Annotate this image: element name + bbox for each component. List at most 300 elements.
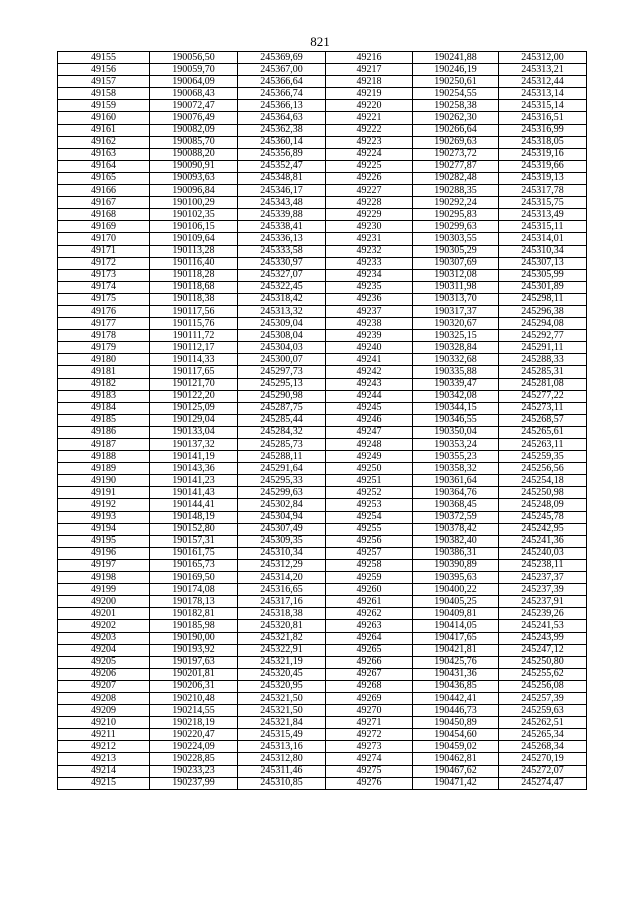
- table-cell: 245310,85: [238, 777, 326, 789]
- table-cell: 49206: [58, 668, 150, 680]
- table-cell: 245285,31: [499, 366, 587, 378]
- table-cell: 49156: [58, 64, 150, 76]
- table-cell: 190442,41: [413, 692, 499, 704]
- table-cell: 190118,28: [150, 269, 238, 281]
- table-cell: 245237,37: [499, 572, 587, 584]
- table-cell: 190118,68: [150, 281, 238, 293]
- table-cell: 190346,55: [413, 414, 499, 426]
- table-cell: 245315,75: [499, 197, 587, 209]
- table-cell: 190193,92: [150, 644, 238, 656]
- table-row: [58, 52, 587, 64]
- table-cell: 245237,91: [499, 596, 587, 608]
- table-cell: 190288,35: [413, 185, 499, 197]
- table-cell: 49193: [58, 511, 150, 523]
- table-cell: 190382,40: [413, 535, 499, 547]
- table-cell: 245320,81: [238, 620, 326, 632]
- table-cell: 49217: [326, 64, 413, 76]
- table-cell: 49160: [58, 112, 150, 124]
- table-cell: 49203: [58, 632, 150, 644]
- table-cell: 49161: [58, 124, 150, 136]
- table-cell: 190182,81: [150, 608, 238, 620]
- table-cell: 245327,07: [238, 269, 326, 281]
- table-row: [58, 632, 587, 644]
- table-cell: 245317,16: [238, 596, 326, 608]
- table-cell: 49270: [326, 705, 413, 717]
- table-cell: 190361,64: [413, 475, 499, 487]
- table-cell: 245285,44: [238, 414, 326, 426]
- table-cell: 190390,89: [413, 559, 499, 571]
- table-cell: 245318,38: [238, 608, 326, 620]
- table-cell: 190462,81: [413, 753, 499, 765]
- table-cell: 190307,69: [413, 257, 499, 269]
- table-cell: 245301,89: [499, 281, 587, 293]
- table-cell: 245315,11: [499, 221, 587, 233]
- table-cell: 245259,35: [499, 451, 587, 463]
- table-cell: 49163: [58, 148, 150, 160]
- table-cell: 49248: [326, 439, 413, 451]
- table-cell: 190241,88: [413, 52, 499, 64]
- table-row: [58, 209, 587, 221]
- table-cell: 245254,18: [499, 475, 587, 487]
- table-cell: 190342,08: [413, 390, 499, 402]
- table-cell: 49224: [326, 148, 413, 160]
- table-cell: 49228: [326, 197, 413, 209]
- table-cell: 245312,00: [499, 52, 587, 64]
- table-cell: 49235: [326, 281, 413, 293]
- table-cell: 49271: [326, 717, 413, 729]
- table-cell: 190332,68: [413, 354, 499, 366]
- table-cell: 49211: [58, 729, 150, 741]
- table-cell: 49187: [58, 439, 150, 451]
- table-cell: 190250,61: [413, 76, 499, 88]
- table-cell: 190277,87: [413, 160, 499, 172]
- table-cell: 49273: [326, 741, 413, 753]
- table-cell: 49243: [326, 378, 413, 390]
- table-cell: 245270,19: [499, 753, 587, 765]
- table-cell: 190114,33: [150, 354, 238, 366]
- table-row: [58, 185, 587, 197]
- table-cell: 245319,16: [499, 148, 587, 160]
- table-cell: 245313,16: [238, 741, 326, 753]
- table-row: [58, 136, 587, 148]
- table-cell: 190102,35: [150, 209, 238, 221]
- table-cell: 49276: [326, 777, 413, 789]
- table-cell: 245247,12: [499, 644, 587, 656]
- table-cell: 245346,17: [238, 185, 326, 197]
- table-cell: 49221: [326, 112, 413, 124]
- table-cell: 49253: [326, 499, 413, 511]
- table-cell: 245360,14: [238, 136, 326, 148]
- table-cell: 190112,17: [150, 342, 238, 354]
- table-cell: 190454,60: [413, 729, 499, 741]
- table-cell: 190292,24: [413, 197, 499, 209]
- table-cell: 49242: [326, 366, 413, 378]
- table-cell: 190129,04: [150, 414, 238, 426]
- table-cell: 245322,91: [238, 644, 326, 656]
- table-cell: 245321,82: [238, 632, 326, 644]
- table-cell: 49229: [326, 209, 413, 221]
- coordinates-table: [57, 51, 587, 790]
- table-row: [58, 596, 587, 608]
- table-cell: 49241: [326, 354, 413, 366]
- table-row: [58, 197, 587, 209]
- table-cell: 245307,49: [238, 523, 326, 535]
- table-cell: 245296,38: [499, 305, 587, 317]
- table-cell: 245285,73: [238, 439, 326, 451]
- table-row: [58, 390, 587, 402]
- table-cell: 245256,56: [499, 463, 587, 475]
- table-cell: 245291,64: [238, 463, 326, 475]
- table-cell: 190111,72: [150, 330, 238, 342]
- table-cell: 49210: [58, 717, 150, 729]
- table-row: [58, 257, 587, 269]
- table-cell: 49167: [58, 197, 150, 209]
- table-cell: 49233: [326, 257, 413, 269]
- table-cell: 245318,05: [499, 136, 587, 148]
- table-cell: 49179: [58, 342, 150, 354]
- table-cell: 245288,33: [499, 354, 587, 366]
- table-cell: 245333,58: [238, 245, 326, 257]
- table-row: [58, 584, 587, 596]
- table-cell: 190358,32: [413, 463, 499, 475]
- table-cell: 190262,30: [413, 112, 499, 124]
- table-row: [58, 475, 587, 487]
- table-cell: 190436,85: [413, 680, 499, 692]
- table-cell: 49186: [58, 426, 150, 438]
- table-cell: 190378,42: [413, 523, 499, 535]
- table-cell: 245294,08: [499, 318, 587, 330]
- coordinates-table-body: [58, 52, 587, 790]
- table-cell: 49168: [58, 209, 150, 221]
- table-cell: 49275: [326, 765, 413, 777]
- table-row: [58, 717, 587, 729]
- table-cell: 49175: [58, 293, 150, 305]
- table-cell: 190148,19: [150, 511, 238, 523]
- table-cell: 245364,63: [238, 112, 326, 124]
- table-cell: 245313,49: [499, 209, 587, 221]
- table-cell: 190210,48: [150, 692, 238, 704]
- table-cell: 245241,53: [499, 620, 587, 632]
- table-cell: 245237,39: [499, 584, 587, 596]
- table-cell: 190068,43: [150, 88, 238, 100]
- table-cell: 245262,51: [499, 717, 587, 729]
- table-cell: 49182: [58, 378, 150, 390]
- table-cell: 190339,47: [413, 378, 499, 390]
- table-cell: 190082,09: [150, 124, 238, 136]
- table-cell: 49274: [326, 753, 413, 765]
- table-cell: 245255,62: [499, 668, 587, 680]
- table-cell: 245288,11: [238, 451, 326, 463]
- table-cell: 49216: [326, 52, 413, 64]
- table-row: [58, 76, 587, 88]
- table-row: [58, 547, 587, 559]
- table-cell: 49176: [58, 305, 150, 317]
- table-cell: 245366,64: [238, 76, 326, 88]
- table-cell: 190206,31: [150, 680, 238, 692]
- table-cell: 190355,23: [413, 451, 499, 463]
- table-cell: 49264: [326, 632, 413, 644]
- table-cell: 190122,20: [150, 390, 238, 402]
- table-cell: 49246: [326, 414, 413, 426]
- table-cell: 190317,37: [413, 305, 499, 317]
- table-cell: 245313,32: [238, 305, 326, 317]
- table-cell: 190056,50: [150, 52, 238, 64]
- table-cell: 190312,08: [413, 269, 499, 281]
- table-cell: 190311,98: [413, 281, 499, 293]
- table-cell: 190353,24: [413, 439, 499, 451]
- table-cell: 245268,34: [499, 741, 587, 753]
- table-cell: 190178,13: [150, 596, 238, 608]
- table-cell: 190282,48: [413, 172, 499, 184]
- table-cell: 245317,78: [499, 185, 587, 197]
- table-cell: 245299,63: [238, 487, 326, 499]
- table-cell: 49183: [58, 390, 150, 402]
- table-cell: 190233,23: [150, 765, 238, 777]
- table-cell: 245310,34: [499, 245, 587, 257]
- table-cell: 190121,70: [150, 378, 238, 390]
- table-cell: 190201,81: [150, 668, 238, 680]
- table-cell: 49223: [326, 136, 413, 148]
- table-cell: 49230: [326, 221, 413, 233]
- table-cell: 190185,98: [150, 620, 238, 632]
- table-cell: 190133,04: [150, 426, 238, 438]
- table-cell: 245313,14: [499, 88, 587, 100]
- table-cell: 190350,04: [413, 426, 499, 438]
- table-row: [58, 705, 587, 717]
- table-cell: 190258,38: [413, 100, 499, 112]
- table-cell: 190450,89: [413, 717, 499, 729]
- table-cell: 49226: [326, 172, 413, 184]
- table-cell: 190157,31: [150, 535, 238, 547]
- table-cell: 49261: [326, 596, 413, 608]
- table-cell: 245336,13: [238, 233, 326, 245]
- table-row: [58, 305, 587, 317]
- table-cell: 49256: [326, 535, 413, 547]
- table-row: [58, 172, 587, 184]
- table-cell: 190224,09: [150, 741, 238, 753]
- table-cell: 190320,67: [413, 318, 499, 330]
- table-cell: 245366,74: [238, 88, 326, 100]
- table-cell: 49250: [326, 463, 413, 475]
- table-cell: 245339,88: [238, 209, 326, 221]
- table-cell: 190161,75: [150, 547, 238, 559]
- table-cell: 49215: [58, 777, 150, 789]
- table-cell: 190190,00: [150, 632, 238, 644]
- table-cell: 49195: [58, 535, 150, 547]
- table-cell: 190446,73: [413, 705, 499, 717]
- table-cell: 49185: [58, 414, 150, 426]
- table-cell: 190400,22: [413, 584, 499, 596]
- table-cell: 49171: [58, 245, 150, 257]
- table-row: [58, 439, 587, 451]
- table-cell: 49194: [58, 523, 150, 535]
- table-cell: 245259,63: [499, 705, 587, 717]
- table-cell: 245314,01: [499, 233, 587, 245]
- table-cell: 190059,70: [150, 64, 238, 76]
- table-row: [58, 378, 587, 390]
- table-cell: 190325,15: [413, 330, 499, 342]
- table-cell: 49266: [326, 656, 413, 668]
- table-cell: 245268,57: [499, 414, 587, 426]
- table-cell: 245319,66: [499, 160, 587, 172]
- table-cell: 49222: [326, 124, 413, 136]
- table-row: [58, 64, 587, 76]
- table-cell: 49212: [58, 741, 150, 753]
- table-cell: 190174,08: [150, 584, 238, 596]
- table-cell: 190143,36: [150, 463, 238, 475]
- table-cell: 245309,35: [238, 535, 326, 547]
- table-row: [58, 765, 587, 777]
- table-cell: 245281,08: [499, 378, 587, 390]
- table-row: [58, 572, 587, 584]
- table-cell: 245257,39: [499, 692, 587, 704]
- table-cell: 190414,05: [413, 620, 499, 632]
- table-cell: 49205: [58, 656, 150, 668]
- table-row: [58, 523, 587, 535]
- table-cell: 245241,36: [499, 535, 587, 547]
- table-cell: 49257: [326, 547, 413, 559]
- table-cell: 49158: [58, 88, 150, 100]
- table-cell: 245311,46: [238, 765, 326, 777]
- table-cell: 245297,73: [238, 366, 326, 378]
- table-cell: 49170: [58, 233, 150, 245]
- table-cell: 190165,73: [150, 559, 238, 571]
- table-cell: 190395,63: [413, 572, 499, 584]
- table-row: [58, 233, 587, 245]
- table-row: [58, 148, 587, 160]
- table-cell: 245319,13: [499, 172, 587, 184]
- table-cell: 49231: [326, 233, 413, 245]
- table-cell: 190125,09: [150, 402, 238, 414]
- table-cell: 245256,08: [499, 680, 587, 692]
- table-cell: 190218,19: [150, 717, 238, 729]
- table-cell: 49190: [58, 475, 150, 487]
- table-cell: 49157: [58, 76, 150, 88]
- table-cell: 49196: [58, 547, 150, 559]
- table-cell: 49181: [58, 366, 150, 378]
- table-cell: 190409,81: [413, 608, 499, 620]
- table-cell: 190246,19: [413, 64, 499, 76]
- table-cell: 190214,55: [150, 705, 238, 717]
- table-cell: 49189: [58, 463, 150, 475]
- table-cell: 245343,48: [238, 197, 326, 209]
- table-cell: 49262: [326, 608, 413, 620]
- table-cell: 190313,70: [413, 293, 499, 305]
- table-cell: 245265,34: [499, 729, 587, 741]
- table-cell: 49197: [58, 559, 150, 571]
- table-cell: 245273,11: [499, 402, 587, 414]
- table-cell: 245362,38: [238, 124, 326, 136]
- table-cell: 49255: [326, 523, 413, 535]
- table-cell: 245248,09: [499, 499, 587, 511]
- table-cell: 49232: [326, 245, 413, 257]
- table-cell: 49220: [326, 100, 413, 112]
- table-row: [58, 100, 587, 112]
- table-row: [58, 608, 587, 620]
- table-cell: 245287,75: [238, 402, 326, 414]
- table-row: [58, 777, 587, 789]
- table-cell: 190090,91: [150, 160, 238, 172]
- table-cell: 190471,42: [413, 777, 499, 789]
- table-cell: 49191: [58, 487, 150, 499]
- table-row: [58, 668, 587, 680]
- table-row: [58, 729, 587, 741]
- table-row: [58, 354, 587, 366]
- table-cell: 190273,72: [413, 148, 499, 160]
- table-cell: 190085,70: [150, 136, 238, 148]
- table-cell: 49177: [58, 318, 150, 330]
- table-row: [58, 160, 587, 172]
- table-cell: 245290,98: [238, 390, 326, 402]
- table-cell: 190295,83: [413, 209, 499, 221]
- table-row: [58, 559, 587, 571]
- table-cell: 190417,65: [413, 632, 499, 644]
- table-cell: 245304,94: [238, 511, 326, 523]
- table-cell: 49204: [58, 644, 150, 656]
- table-cell: 49173: [58, 269, 150, 281]
- table-cell: 49198: [58, 572, 150, 584]
- table-cell: 49240: [326, 342, 413, 354]
- table-cell: 49247: [326, 426, 413, 438]
- table-cell: 190386,31: [413, 547, 499, 559]
- table-cell: 245238,11: [499, 559, 587, 571]
- table-cell: 49207: [58, 680, 150, 692]
- table-cell: 190220,47: [150, 729, 238, 741]
- table-row: [58, 318, 587, 330]
- table-cell: 190237,99: [150, 777, 238, 789]
- table-cell: 49239: [326, 330, 413, 342]
- table-row: [58, 269, 587, 281]
- table-cell: 245321,50: [238, 692, 326, 704]
- table-cell: 245302,84: [238, 499, 326, 511]
- table-cell: 245309,04: [238, 318, 326, 330]
- table-cell: 245291,11: [499, 342, 587, 354]
- table-row: [58, 402, 587, 414]
- table-cell: 190141,23: [150, 475, 238, 487]
- table-cell: 245316,99: [499, 124, 587, 136]
- table-cell: 245322,45: [238, 281, 326, 293]
- table-cell: 49267: [326, 668, 413, 680]
- table-cell: 245265,61: [499, 426, 587, 438]
- table-cell: 190405,25: [413, 596, 499, 608]
- table-row: [58, 112, 587, 124]
- table-row: [58, 535, 587, 547]
- table-cell: 49188: [58, 451, 150, 463]
- table-cell: 190431,36: [413, 668, 499, 680]
- table-cell: 190425,76: [413, 656, 499, 668]
- table-cell: 190421,81: [413, 644, 499, 656]
- table-cell: 245310,34: [238, 547, 326, 559]
- page-number: 821: [310, 34, 330, 49]
- table-cell: 245314,20: [238, 572, 326, 584]
- table-cell: 49268: [326, 680, 413, 692]
- table-cell: 190254,55: [413, 88, 499, 100]
- table-cell: 245352,47: [238, 160, 326, 172]
- table-cell: 190228,85: [150, 753, 238, 765]
- table-cell: 190100,29: [150, 197, 238, 209]
- table-cell: 245305,99: [499, 269, 587, 281]
- table-cell: 190144,41: [150, 499, 238, 511]
- table-row: [58, 644, 587, 656]
- table-cell: 49164: [58, 160, 150, 172]
- table-cell: 245298,11: [499, 293, 587, 305]
- table-cell: 49192: [58, 499, 150, 511]
- table-cell: 190467,62: [413, 765, 499, 777]
- table-row: [58, 342, 587, 354]
- table-cell: 49234: [326, 269, 413, 281]
- table-cell: 49259: [326, 572, 413, 584]
- table-cell: 49218: [326, 76, 413, 88]
